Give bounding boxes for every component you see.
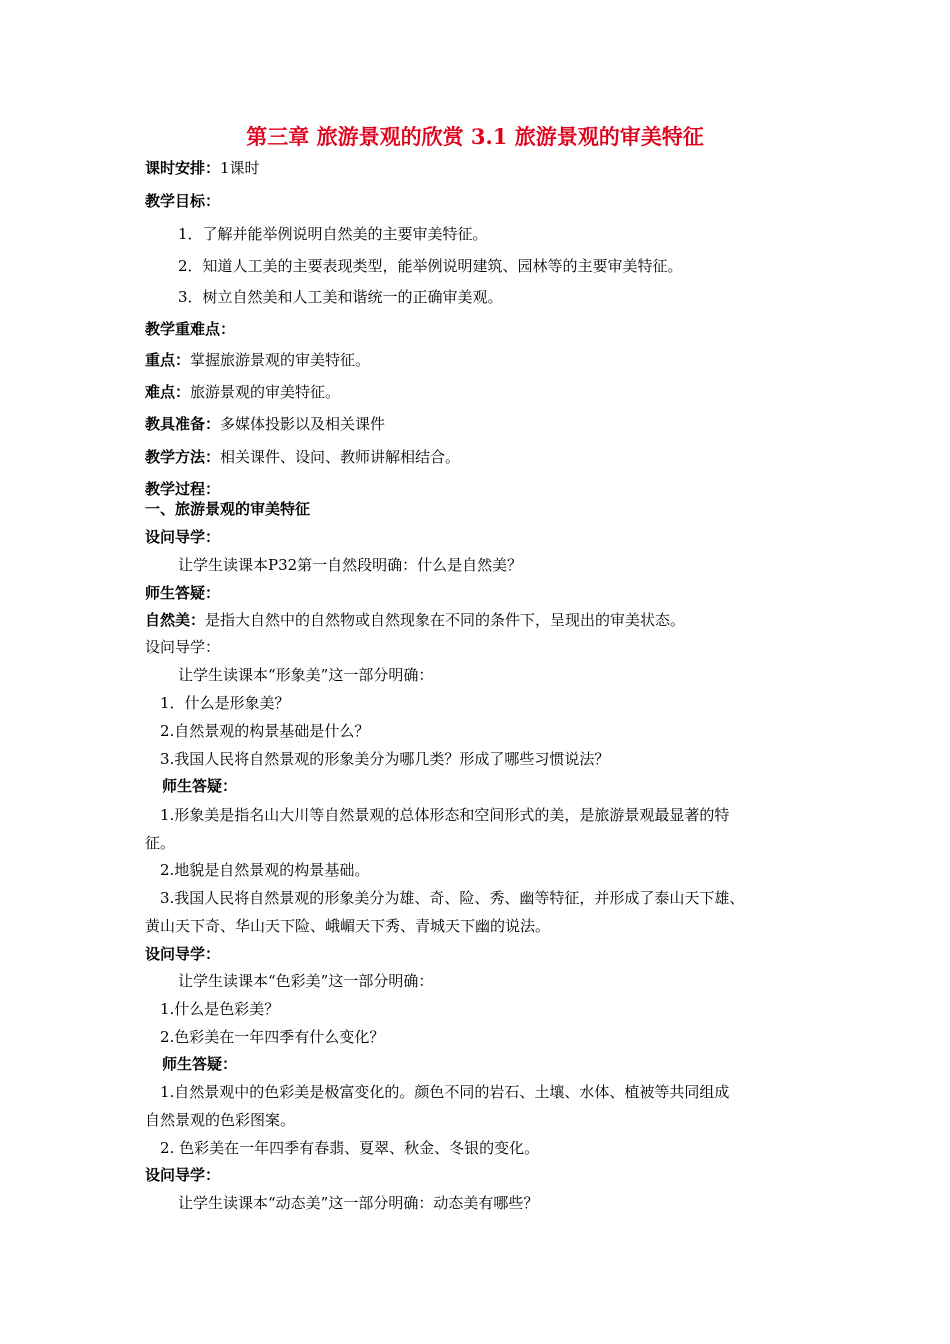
key-point-value: 掌握旅游景观的审美特征。 [190, 351, 371, 369]
guide-question-intro: 让学生读课本“形象美”这一部分明确： [178, 666, 434, 684]
difficult-point-line [145, 381, 340, 403]
answer-item-continued: 自然景观的色彩图案。 [145, 1111, 296, 1129]
page-title: 第三章 旅游景观的欣赏 3.1 旅游景观的审美特征 [246, 124, 704, 149]
guide-question-label: 设问导学： [145, 945, 221, 963]
key-point-label: 重点： [145, 351, 191, 369]
natural-beauty-line [145, 609, 685, 631]
guide-question-text: 让学生读课本P32第一自然段明确：什么是自然美？ [178, 556, 523, 574]
guide-question-intro: 让学生读课本“色彩美”这一部分明确： [178, 972, 434, 990]
difficult-point-value: 旅游景观的审美特征。 [190, 383, 341, 401]
answer-label: 师生答疑： [162, 1055, 238, 1073]
guide-question-label: 设问导学： [145, 638, 221, 656]
methods-label: 教学方法： [145, 448, 221, 466]
lesson-time-line [145, 157, 260, 179]
question-item: 2.自然景观的构景基础是什么？ [160, 722, 370, 740]
difficult-point-label: 难点： [145, 383, 191, 401]
natural-beauty-value: 是指大自然中的自然物或自然现象在不同的条件下，呈现出的审美状态。 [205, 611, 686, 629]
answer-item: 1.自然景观中的色彩美是极富变化的。颜色不同的岩石、土壤、水体、植被等共同组成 [160, 1083, 730, 1101]
answer-item-continued: 黄山天下奇、华山天下险、峨嵋天下秀、青城天下幽的说法。 [145, 917, 551, 935]
section-heading: 一、旅游景观的审美特征 [145, 500, 311, 518]
natural-beauty-label: 自然美： [145, 611, 206, 629]
answer-label: 师生答疑： [162, 777, 238, 795]
answer-item: 2. 色彩美在一年四季有春翡、夏翠、秋金、冬银的变化。 [160, 1139, 540, 1157]
answer-item: 2.地貌是自然景观的构景基础。 [160, 861, 370, 879]
objective-item: 1．了解并能举例说明自然美的主要审美特征。 [178, 225, 488, 243]
question-item: 3.我国人民将自然景观的形象美分为哪几类？形成了哪些习惯说法？ [160, 750, 610, 768]
tools-value: 多媒体投影以及相关课件 [220, 415, 386, 433]
tools-line [145, 413, 385, 435]
answer-item: 1.形象美是指名山大川等自然景观的总体形态和空间形式的美，是旅游景观最显著的特 [160, 806, 730, 824]
objectives-heading: 教学目标： [145, 192, 221, 210]
process-heading: 教学过程： [145, 480, 221, 498]
question-item: 1.什么是色彩美？ [160, 1000, 280, 1018]
answer-item-continued: 征。 [145, 834, 176, 852]
question-item: 1．什么是形象美？ [160, 694, 290, 712]
tools-label: 教具准备： [145, 415, 221, 433]
key-difficult-heading: 教学重难点： [145, 320, 236, 338]
lesson-time-label: 课时安排： [145, 159, 221, 177]
guide-question-text: 让学生读课本“动态美”这一部分明确：动态美有哪些？ [178, 1194, 539, 1212]
question-item: 2.色彩美在一年四季有什么变化？ [160, 1028, 385, 1046]
guide-question-label: 设问导学： [145, 528, 221, 546]
lesson-time-value: 1课时 [220, 159, 260, 177]
objective-item: 2．知道人工美的主要表现类型，能举例说明建筑、园林等的主要审美特征。 [178, 257, 683, 275]
methods-value: 相关课件、设问、教师讲解相结合。 [220, 448, 461, 466]
answer-label: 师生答疑： [145, 584, 221, 602]
guide-question-label: 设问导学： [145, 1166, 221, 1184]
methods-line [145, 446, 460, 468]
answer-item: 3.我国人民将自然景观的形象美分为雄、奇、险、秀、幽等特征，并形成了泰山天下雄、 [160, 889, 745, 907]
objective-item: 3．树立自然美和人工美和谐统一的正确审美观。 [178, 288, 503, 306]
key-point-line [145, 349, 370, 371]
